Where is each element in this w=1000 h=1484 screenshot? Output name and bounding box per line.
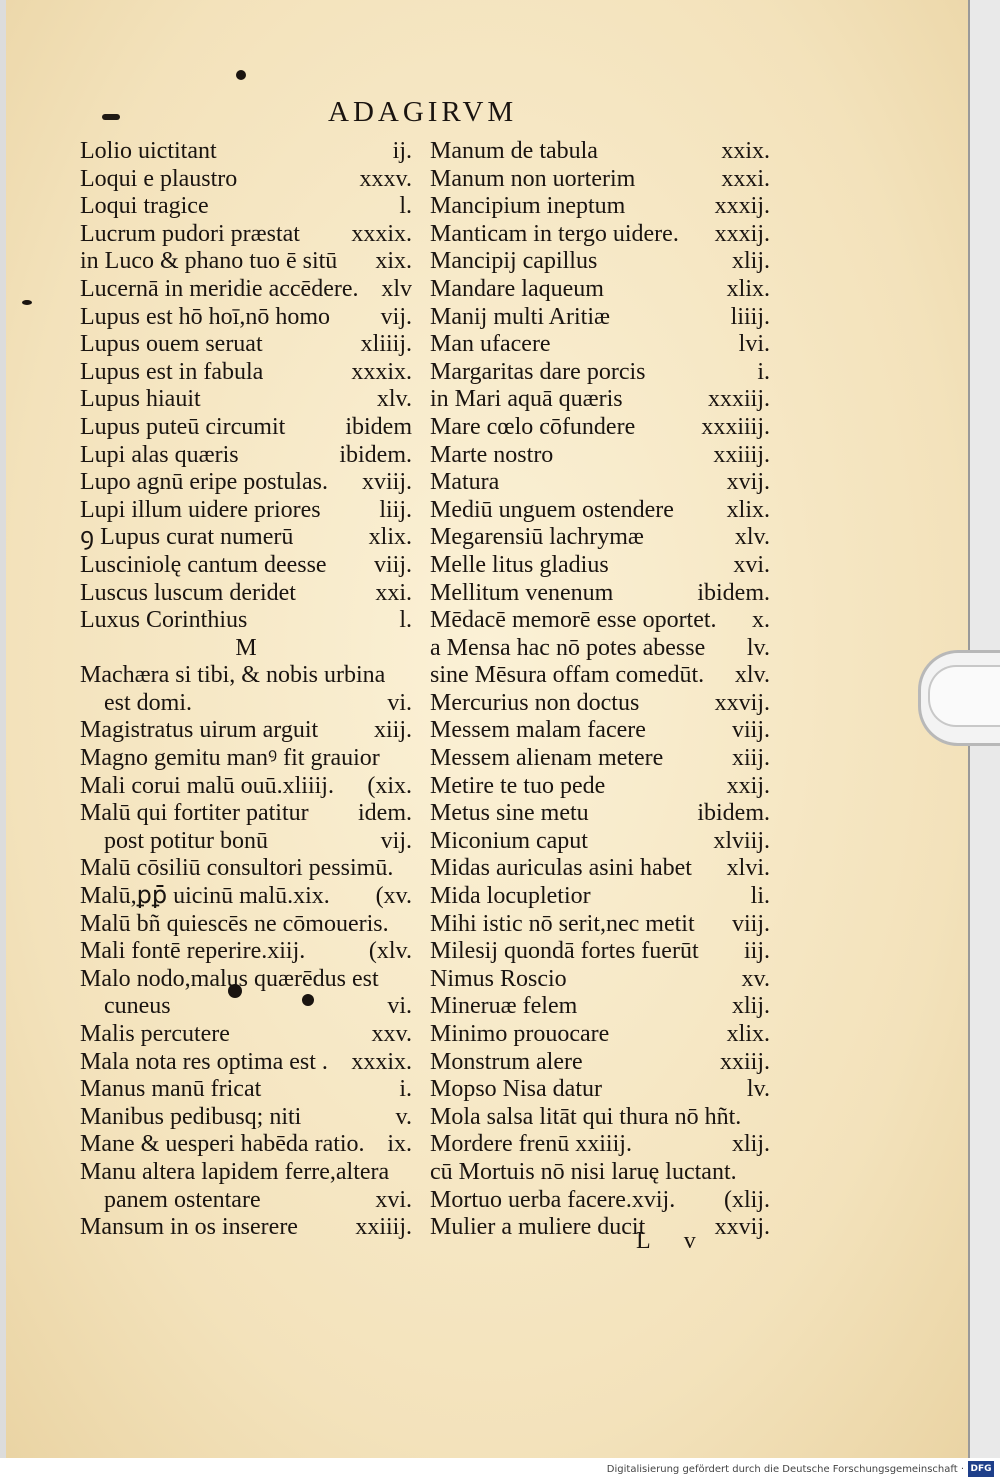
entry-text: Malū cōsiliū consultori pessimū. xyxy=(80,855,394,882)
entry-text: Lupo agnū eripe postulas. xyxy=(80,469,328,496)
index-entry xyxy=(430,911,770,939)
index-entry xyxy=(430,662,770,690)
entry-text: Mala nota res optima est . xyxy=(80,1048,328,1075)
entry-reference: liiij. xyxy=(730,303,770,330)
entry-reference: xlv. xyxy=(734,662,770,689)
index-entry xyxy=(430,855,770,883)
index-entry xyxy=(80,552,412,580)
entry-reference: xvi. xyxy=(375,1186,412,1213)
entry-reference: x. xyxy=(752,607,770,634)
index-entry xyxy=(80,607,412,635)
entry-text: Matura xyxy=(430,469,500,496)
entry-reference: xxv. xyxy=(371,1021,412,1047)
index-entry xyxy=(80,580,412,608)
index-column-left xyxy=(80,138,412,1242)
index-entry xyxy=(430,442,770,470)
entry-text: Nimus Roscio xyxy=(430,965,567,992)
index-entry xyxy=(430,966,770,994)
entry-text: Mulier a muliere ducit xyxy=(430,1214,646,1241)
index-entry xyxy=(80,690,412,718)
entry-text: Lupus est in fabula xyxy=(80,358,264,385)
index-entry xyxy=(430,1076,770,1104)
index-entry xyxy=(80,717,412,745)
entry-reference: (xv. xyxy=(375,883,412,910)
entry-reference: lv. xyxy=(746,1076,770,1103)
entry-reference: xxxix. xyxy=(351,1048,412,1075)
index-entry xyxy=(80,773,412,801)
entry-text: Margaritas dare porcis xyxy=(430,358,646,385)
entry-text: Lusciniolę cantum deesse xyxy=(80,551,327,578)
entry-reference: xxxij. xyxy=(714,193,770,220)
entry-text: Lupus est hō hoī,nō homo xyxy=(80,303,330,330)
index-entry xyxy=(80,304,412,332)
entry-text: Loqui tragice xyxy=(80,193,209,220)
index-entry xyxy=(430,1187,770,1215)
index-entry xyxy=(80,359,412,387)
entry-text: Messem malam facere xyxy=(430,717,646,744)
index-entry xyxy=(430,635,770,663)
entry-reference: (xix. xyxy=(367,772,412,799)
entry-reference: xxxiiij. xyxy=(701,413,770,440)
index-entry xyxy=(80,138,412,166)
index-entry xyxy=(430,690,770,718)
entry-reference: xxvij. xyxy=(714,689,770,716)
entry-text: Mopso Nisa datur xyxy=(430,1076,602,1103)
entry-reference: vi. xyxy=(387,993,412,1020)
entry-reference: xxxi. xyxy=(721,165,770,192)
entry-reference: viij. xyxy=(373,551,412,578)
entry-text: panem ostentare xyxy=(104,1186,261,1213)
entry-text: Mali fontē reperire.xiij. xyxy=(80,938,306,965)
index-entry xyxy=(80,938,412,966)
entry-text: Mihi istic nō serit,nec metit xyxy=(430,910,695,937)
index-entry xyxy=(80,745,412,773)
index-entry xyxy=(80,166,412,194)
entry-text: in Luco & phano tuo ē sitū xyxy=(80,248,338,275)
entry-text: Monstrum alere xyxy=(430,1048,583,1075)
entry-reference: viij. xyxy=(731,717,770,744)
index-entry xyxy=(80,414,412,442)
index-entry xyxy=(430,1159,770,1187)
entry-text: Mediū unguem ostendere xyxy=(430,496,674,523)
entry-text: Manticam in tergo uidere. xyxy=(430,220,679,247)
entry-reference: xlv. xyxy=(376,386,412,413)
entry-reference: xxiiij. xyxy=(355,1214,412,1241)
entry-text: Magno gemitu manꝰ fit grauior xyxy=(80,745,380,772)
entry-reference: xv. xyxy=(741,965,770,992)
entry-text: Man ufacere xyxy=(430,331,551,358)
entry-reference: xlv. xyxy=(734,524,770,551)
entry-reference: xlix. xyxy=(368,524,412,551)
entry-reference: l. xyxy=(399,193,412,220)
index-entry xyxy=(430,993,770,1021)
index-entry xyxy=(430,524,770,552)
entry-text: Manibus pedibusq; niti xyxy=(80,1103,302,1130)
entry-reference: xiij. xyxy=(731,745,770,772)
entry-reference: liij. xyxy=(379,496,412,523)
index-entry xyxy=(430,386,770,414)
entry-reference: xlij. xyxy=(731,993,770,1020)
entry-reference: ibidem. xyxy=(339,441,412,468)
entry-text: Miconium caput xyxy=(430,827,588,854)
index-entry xyxy=(430,193,770,221)
entry-text: Metire te tuo pede xyxy=(430,772,606,799)
index-entry xyxy=(430,359,770,387)
entry-reference: lvi. xyxy=(738,331,770,358)
entry-text: in Mari aquā quæris xyxy=(430,386,623,413)
entry-text: Mali corui malū ouū.xliiij. xyxy=(80,772,334,799)
entry-reference: lv. xyxy=(746,634,770,661)
entry-reference: xxvij. xyxy=(714,1214,770,1241)
entry-reference: v. xyxy=(395,1103,412,1130)
entry-reference: xlix. xyxy=(726,496,770,523)
index-entry xyxy=(430,166,770,194)
index-entry xyxy=(430,745,770,773)
entry-reference: ibidem. xyxy=(697,800,770,827)
entry-text: Lupus puteū circumit xyxy=(80,413,286,440)
index-entry xyxy=(430,304,770,332)
entry-reference: xliiij. xyxy=(360,331,412,358)
entry-text: Lucrum pudori præstat xyxy=(80,220,300,247)
entry-reference: xxix. xyxy=(721,138,770,164)
entry-text: Milesij quondā fortes fuerūt xyxy=(430,938,699,965)
page-clip-inner xyxy=(928,665,1000,727)
entry-reference: xxiiij. xyxy=(713,441,770,468)
entry-reference: xxij. xyxy=(726,772,770,799)
index-entry xyxy=(80,386,412,414)
entry-text: Mineruæ felem xyxy=(430,993,578,1020)
entry-text: Melle litus gladius xyxy=(430,551,609,578)
index-entry xyxy=(430,1049,770,1077)
index-entry xyxy=(430,276,770,304)
index-entry xyxy=(430,497,770,525)
entry-text: Lupi alas quæris xyxy=(80,441,239,468)
entry-reference: xlix. xyxy=(726,275,770,302)
entry-text: a Mensa hac nō potes abesse xyxy=(430,634,706,661)
entry-reference: xxxij. xyxy=(714,220,770,247)
entry-text: Manus manū fricat xyxy=(80,1076,262,1103)
index-entry xyxy=(80,828,412,856)
entry-reference: l. xyxy=(399,607,412,634)
entry-text: Manij multi Aritiæ xyxy=(430,303,611,330)
index-entry xyxy=(80,1187,412,1215)
entry-reference: xlix. xyxy=(726,1021,770,1047)
entry-text: Lucernā in meridie accēdere. xyxy=(80,275,359,302)
entry-text: Lupus ouem seruat xyxy=(80,331,263,358)
entry-reference: i. xyxy=(757,358,770,385)
index-entry xyxy=(80,276,412,304)
index-entry xyxy=(80,193,412,221)
index-entry xyxy=(80,911,412,939)
entry-text: Luxus Corinthius xyxy=(80,607,248,634)
entry-text: Lupi illum uidere priores xyxy=(80,496,321,523)
entry-text: Malis percutere xyxy=(80,1021,230,1047)
index-entry xyxy=(80,635,412,663)
entry-text: Mancipium ineptum xyxy=(430,193,626,220)
entry-text: Mordere frenū xxiiij. xyxy=(430,1131,632,1158)
index-entry xyxy=(430,138,770,166)
entry-text: post potitur bonū xyxy=(104,827,269,854)
entry-text: Lolio uictitant xyxy=(80,138,217,164)
entry-text: Manum de tabula xyxy=(430,138,598,164)
entry-text: Megarensiū lachrymæ xyxy=(430,524,644,551)
index-column-right xyxy=(430,138,770,1242)
index-entry xyxy=(430,883,770,911)
index-entry xyxy=(430,773,770,801)
index-entry xyxy=(80,1214,412,1242)
index-entry xyxy=(80,469,412,497)
entry-reference: vij. xyxy=(380,303,412,330)
entry-text: cū Mortuis nō nisi laruę luctant. xyxy=(430,1158,737,1185)
index-entry xyxy=(430,1131,770,1159)
entry-reference: xlij. xyxy=(731,1131,770,1158)
entry-reference: xiij. xyxy=(373,717,412,744)
index-entry xyxy=(80,1131,412,1159)
index-entry xyxy=(430,552,770,580)
index-entry xyxy=(80,248,412,276)
entry-reference: ibidem xyxy=(345,413,412,440)
entry-text: Luscus luscum deridet xyxy=(80,579,296,606)
index-entry xyxy=(80,1159,412,1187)
entry-text: Mercurius non doctus xyxy=(430,689,640,716)
entry-text: Machæra si tibi, & nobis urbina xyxy=(80,662,386,689)
index-entry xyxy=(430,938,770,966)
ink-dot xyxy=(236,70,246,80)
entry-reference: xxiij. xyxy=(719,1048,770,1075)
entry-text: Mida locupletior xyxy=(430,883,591,910)
entry-text: sine Mēsura offam comedūt. xyxy=(430,662,705,689)
entry-reference: xvi. xyxy=(733,551,770,578)
entry-reference: (xlij. xyxy=(724,1186,770,1213)
entry-text: est domi. xyxy=(104,689,192,716)
index-entry xyxy=(80,524,412,552)
entry-reference: xxxix. xyxy=(351,220,412,247)
entry-reference: i. xyxy=(399,1076,412,1103)
index-entry xyxy=(80,497,412,525)
entry-reference: xlviij. xyxy=(713,827,770,854)
index-entry xyxy=(80,855,412,883)
entry-text: Manu altera lapidem ferre,altera xyxy=(80,1158,390,1185)
entry-text: ꝯ Lupus curat numerū xyxy=(80,524,294,551)
book-page xyxy=(6,0,968,1458)
index-entry xyxy=(430,1021,770,1049)
index-entry xyxy=(430,1104,770,1132)
entry-text: Mancipij capillus xyxy=(430,248,598,275)
index-entry xyxy=(430,414,770,442)
index-entry xyxy=(430,828,770,856)
entry-text: Mansum in os inserere xyxy=(80,1214,298,1241)
index-entry xyxy=(80,1049,412,1077)
index-entry xyxy=(80,966,412,994)
entry-reference: iij. xyxy=(743,938,770,965)
entry-text: Mortuo uerba facere.xvij. xyxy=(430,1186,676,1213)
entry-reference: li. xyxy=(750,883,770,910)
entry-text: Malū bñ quiescēs ne cōmoueris. xyxy=(80,910,389,937)
index-entry xyxy=(80,1104,412,1132)
signature-mark: L v xyxy=(636,1228,710,1254)
entry-reference: xvij. xyxy=(726,469,770,496)
entry-text: Loqui e plaustro xyxy=(80,165,238,192)
index-entry xyxy=(430,221,770,249)
entry-reference: xxi. xyxy=(375,579,412,606)
entry-text: Mola salsa litāt qui thura nō hñt. xyxy=(430,1103,742,1130)
entry-text: Messem alienam metere xyxy=(430,745,664,772)
running-head: ADAGIRVM xyxy=(328,96,518,128)
index-entry xyxy=(430,1214,770,1242)
dfg-logo: DFG xyxy=(968,1461,994,1477)
index-entry xyxy=(80,800,412,828)
index-entry xyxy=(430,580,770,608)
entry-text: Manum non uorterim xyxy=(430,165,636,192)
entry-reference: xlv xyxy=(381,275,412,302)
entry-reference: (xlv. xyxy=(368,938,412,965)
entry-reference: ij. xyxy=(392,138,412,164)
entry-text: Mandare laqueum xyxy=(430,275,604,302)
ink-dash-mark xyxy=(102,114,120,120)
entry-text: Magistratus uirum arguit xyxy=(80,717,319,744)
index-entry xyxy=(430,607,770,635)
entry-reference: xix. xyxy=(375,248,412,275)
entry-text: Mellitum venenum xyxy=(430,579,614,606)
index-entry xyxy=(430,469,770,497)
index-entry xyxy=(430,248,770,276)
entry-text: cuneus xyxy=(104,993,171,1020)
entry-reference: viij. xyxy=(731,910,770,937)
ink-dot xyxy=(22,300,32,305)
index-entry xyxy=(80,1076,412,1104)
entry-text: Minimo prouocare xyxy=(430,1021,610,1047)
entry-text: Marte nostro xyxy=(430,441,554,468)
index-entry xyxy=(80,1021,412,1049)
entry-reference: ibidem. xyxy=(697,579,770,606)
index-entry xyxy=(430,331,770,359)
entry-text: M xyxy=(235,634,257,661)
entry-text: Mēdacē memorē esse oportet. xyxy=(430,607,717,634)
index-entry xyxy=(80,883,412,911)
entry-reference: xxxiij. xyxy=(707,386,770,413)
index-entry xyxy=(80,993,412,1021)
entry-reference: vij. xyxy=(380,827,412,854)
entry-reference: xxxix. xyxy=(351,358,412,385)
entry-reference: vi. xyxy=(387,689,412,716)
entry-text: Mane & uesperi habēda ratio. xyxy=(80,1131,365,1158)
entry-text: Lupus hiauit xyxy=(80,386,201,413)
index-entry xyxy=(430,800,770,828)
index-entry xyxy=(80,442,412,470)
entry-reference: xlvi. xyxy=(726,855,770,882)
entry-text: Malū,ꝑꝑ̄ uicinū malū.xix. xyxy=(80,883,330,910)
entry-text: Malū qui fortiter patitur xyxy=(80,800,309,827)
entry-reference: xxxv. xyxy=(359,165,412,192)
entry-reference: xviij. xyxy=(361,469,412,496)
entry-text: Metus sine metu xyxy=(430,800,589,827)
index-entry xyxy=(430,717,770,745)
entry-text: Mare cœlo cōfundere xyxy=(430,413,636,440)
digitization-credit: Digitalisierung gefördert durch die Deutsche Forschungsgemeinschaft · xyxy=(606,1464,964,1475)
index-entry xyxy=(80,331,412,359)
entry-reference: idem. xyxy=(358,800,412,827)
entry-reference: ix. xyxy=(387,1131,412,1158)
index-entry xyxy=(80,221,412,249)
entry-reference: xlij. xyxy=(731,248,770,275)
index-entry xyxy=(80,662,412,690)
entry-text: Malo nodo,malus quærēdus est xyxy=(80,965,379,992)
entry-text: Midas auriculas asini habet xyxy=(430,855,692,882)
